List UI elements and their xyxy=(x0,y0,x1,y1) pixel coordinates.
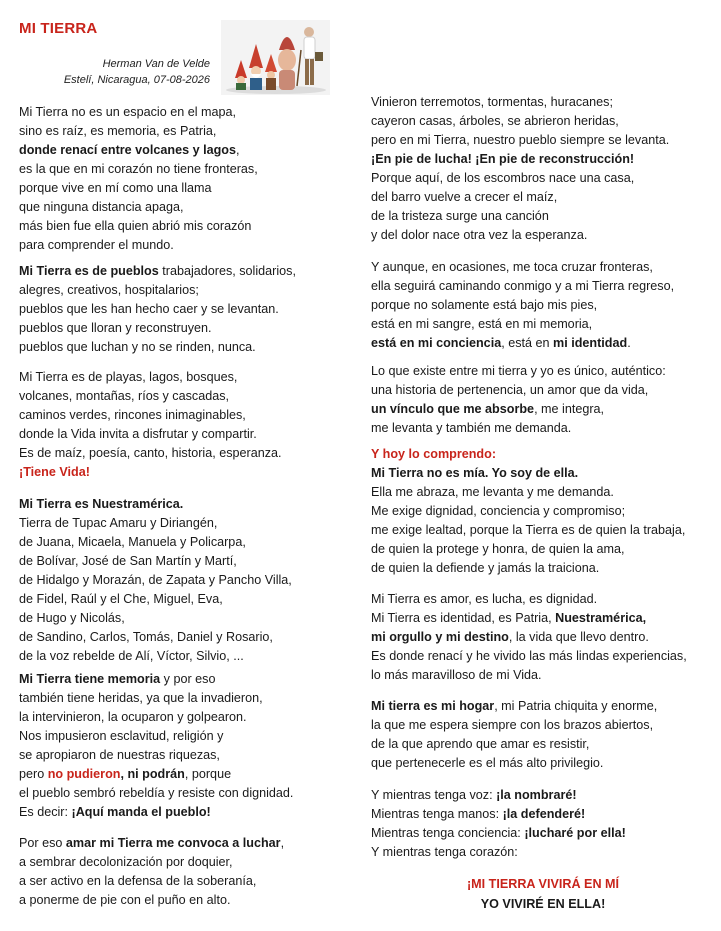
verse-line xyxy=(371,609,687,628)
verse-line xyxy=(371,824,626,843)
figurines-illustration xyxy=(221,20,330,95)
verse-line: pueblos que lloran y reconstruyen. xyxy=(19,321,212,335)
verse-line xyxy=(371,628,687,647)
author-name: Herman Van de Velde xyxy=(102,58,210,70)
verse-line: de quien la defiende y jamás la traiciona. xyxy=(371,561,600,575)
figurines-photo xyxy=(221,20,330,95)
verse-line: cayeron casas, árboles, se abrieron heridas, xyxy=(371,114,619,128)
verse-line: pueblos que luchan y no se rinden, nunca. xyxy=(19,340,256,354)
verse-line: Y mientras tenga corazón: xyxy=(371,845,518,859)
bold-phrase: mi identidad xyxy=(553,336,628,350)
verse-line xyxy=(19,495,292,514)
verse-text: , me integra, xyxy=(534,402,605,416)
stanza-9 xyxy=(371,362,666,438)
verse-line: a ser activo en la defensa de la soberanía, xyxy=(19,874,257,888)
closing-lines xyxy=(371,874,715,914)
stanza-2 xyxy=(19,262,296,357)
verse-line: de Hugo y Nicolás, xyxy=(19,611,125,625)
verse-text: Mi Tierra es identidad, es Patria, xyxy=(371,611,556,625)
verse-line xyxy=(371,334,674,353)
verse-line xyxy=(371,697,657,716)
bold-phrase: Mi Tierra no es mía. Yo soy de ella. xyxy=(371,466,579,480)
verse-line: la intervinieron, la ocuparon y golpearon. xyxy=(19,710,247,724)
verse-line: Nos impusieron esclavitud, religión y xyxy=(19,729,224,743)
verse-line: del barro vuelve a crecer el maíz, xyxy=(371,190,558,204)
highlight-phrase: no pudieron xyxy=(47,767,121,781)
verse-line: sino es raíz, es memoria, es Patria, xyxy=(19,124,217,138)
verse-text: , porque xyxy=(184,767,232,781)
place-date: Estelí, Nicaragua, 07-08-2026 xyxy=(63,74,210,86)
bold-phrase: Mi Tierra tiene memoria xyxy=(19,672,161,686)
bold-phrase: donde renací entre volcanes y lagos xyxy=(19,143,236,157)
stanza-3 xyxy=(19,368,282,482)
stanza-10 xyxy=(371,445,685,578)
verse-line: de quien la protege y honra, de quien la ama, xyxy=(371,542,625,556)
verse-line: Tierra de Tupac Amaru y Diriangén, xyxy=(19,516,218,530)
verse-line: de Juana, Micaela, Manuela y Policarpa, xyxy=(19,535,246,549)
verse-line: volcanes, montañas, ríos y cascadas, xyxy=(19,389,229,403)
verse-line: de Bolívar, José de San Martín y Martí, xyxy=(19,554,237,568)
verse-line: es la que en mi corazón no tiene fronteras, xyxy=(19,162,258,176)
verse-line xyxy=(19,765,293,784)
verse-line xyxy=(19,834,284,853)
stanza-8 xyxy=(371,258,674,353)
bold-phrase: está en mi conciencia xyxy=(371,336,502,350)
bold-phrase: , ni podrán xyxy=(120,767,185,781)
verse-line: me exige lealtad, porque la Tierra es de quien la trabaja, xyxy=(371,523,686,537)
verse-line: Es de maíz, poesía, canto, historia, esperanza. xyxy=(19,446,282,460)
verse-line: de la que aprendo que amar es resistir, xyxy=(371,737,590,751)
bold-phrase: Mi Tierra es Nuestramérica. xyxy=(19,497,184,511)
verse-line: Mi Tierra es amor, es lucha, es dignidad. xyxy=(371,592,598,606)
bold-phrase: ¡la nombraré! xyxy=(496,788,577,802)
bold-phrase: ¡la defenderé! xyxy=(502,807,586,821)
bold-phrase: amar mi Tierra me convoca a luchar xyxy=(65,836,281,850)
verse-line xyxy=(371,400,666,419)
verse-line: se apropiaron de nuestras riquezas, xyxy=(19,748,220,762)
verse-line: Vinieron terremotos, tormentas, huracanes; xyxy=(371,95,613,109)
verse-line: más bien fue ella quien abrió mis corazón xyxy=(19,219,252,233)
stanza-13 xyxy=(371,786,626,862)
verse-text: , está en xyxy=(501,336,554,350)
verse-line: Lo que existe entre mi tierra y yo es único, auténtico: xyxy=(371,364,666,378)
verse-line: Ella me abraza, me levanta y me demanda. xyxy=(371,485,614,499)
verse-text: trabajadores, solidarios, xyxy=(158,264,296,278)
verse-line: y del dolor nace otra vez la esperanza. xyxy=(371,228,588,242)
verse-text: , xyxy=(235,143,240,157)
highlight-phrase: Y hoy lo comprendo: xyxy=(371,447,497,461)
verse-line: porque no solamente está bajo mis pies, xyxy=(371,298,598,312)
verse-line xyxy=(371,150,669,169)
verse-text: Mientras tenga manos: xyxy=(371,807,503,821)
verse-text: Mientras tenga conciencia: xyxy=(371,826,525,840)
verse-line: Me exige dignidad, conciencia y compromiso; xyxy=(371,504,626,518)
verse-line: a sembrar decolonización por doquier, xyxy=(19,855,233,869)
verse-line xyxy=(19,803,293,822)
verse-line: que ninguna distancia apaga, xyxy=(19,200,184,214)
verse-text: , xyxy=(280,836,285,850)
verse-line: una historia de pertenencia, un amor que da vida, xyxy=(371,383,649,397)
verse-line xyxy=(371,464,685,483)
verse-line: Es donde renací y he vivido las más lindas experiencias, xyxy=(371,649,687,663)
byline xyxy=(64,56,210,88)
verse-line: ella seguirá caminando conmigo y a mi Tierra regreso, xyxy=(371,279,675,293)
verse-line xyxy=(371,805,626,824)
verse-line: Y aunque, en ocasiones, me toca cruzar fronteras, xyxy=(371,260,653,274)
bold-phrase: ¡Aquí manda el pueblo! xyxy=(71,805,211,819)
stanza-6 xyxy=(19,834,284,910)
closing-line-1: ¡MI TIERRA VIVIRÁ EN MÍ xyxy=(466,877,620,891)
verse-line xyxy=(19,141,258,160)
highlight-phrase: ¡Tiene Vida! xyxy=(19,465,90,479)
bold-phrase: Mi Tierra es de pueblos xyxy=(19,264,159,278)
closing-line-2: YO VIVIRÉ EN ELLA! xyxy=(480,897,606,911)
verse-line: a ponerme de pie con el puño en alto. xyxy=(19,893,231,907)
verse-line: de Sandino, Carlos, Tomás, Daniel y Rosario, xyxy=(19,630,273,644)
stanza-11 xyxy=(371,590,687,685)
verse-line: de la voz rebelde de Alí, Víctor, Silvio, ... xyxy=(19,649,244,663)
verse-line xyxy=(371,786,626,805)
verse-line: lo más maravilloso de mi Vida. xyxy=(371,668,542,682)
verse-line: que pertenecerle es el más alto privilegio. xyxy=(371,756,604,770)
verse-line: de la tristeza surge una canción xyxy=(371,209,549,223)
bold-phrase: ¡lucharé por ella! xyxy=(524,826,626,840)
verse-line: Mi Tierra no es un espacio en el mapa, xyxy=(19,105,237,119)
stanza-1 xyxy=(19,103,258,255)
verse-line: para comprender el mundo. xyxy=(19,238,174,252)
verse-text: Por eso xyxy=(19,836,66,850)
verse-line: de Hidalgo y Morazán, de Zapata y Pancho Villa, xyxy=(19,573,292,587)
stanza-7 xyxy=(371,93,669,245)
verse-text: pero xyxy=(19,767,48,781)
verse-line xyxy=(19,262,296,281)
bold-phrase: Mi tierra es mi hogar xyxy=(371,699,495,713)
verse-text: y por eso xyxy=(160,672,216,686)
verse-line: alegres, creativos, hospitalarios; xyxy=(19,283,199,297)
bold-phrase: un vínculo que me absorbe xyxy=(371,402,535,416)
poem-title: MI TIERRA xyxy=(19,20,98,37)
verse-line: la que me espera siempre con los brazos abiertos, xyxy=(371,718,654,732)
verse-line: Mi Tierra es de playas, lagos, bosques, xyxy=(19,370,238,384)
verse-line: el pueblo sembró rebeldía y resiste con dignidad. xyxy=(19,786,294,800)
bold-phrase: ¡En pie de lucha! ¡En pie de reconstrucción! xyxy=(371,152,635,166)
verse-text: Y mientras tenga voz: xyxy=(371,788,497,802)
verse-line: está en mi sangre, está en mi memoria, xyxy=(371,317,593,331)
verse-line: pueblos que les han hecho caer y se levantan. xyxy=(19,302,279,316)
bold-phrase: Nuestramérica, xyxy=(555,611,647,625)
verse-line: porque vive en mí como una llama xyxy=(19,181,212,195)
verse-line: donde la Vida invita a disfrutar y compartir. xyxy=(19,427,257,441)
verse-line: Porque aquí, de los escombros nace una casa, xyxy=(371,171,635,185)
verse-line xyxy=(19,463,282,482)
verse-line xyxy=(19,670,293,689)
verse-text: Es decir: xyxy=(19,805,72,819)
stanza-5 xyxy=(19,670,293,822)
verse-text: , la vida que llevo dentro. xyxy=(508,630,649,644)
stanza-4 xyxy=(19,495,292,666)
verse-text: , mi Patria chiquita y enorme, xyxy=(494,699,658,713)
verse-line: de Fidel, Raúl y el Che, Miguel, Eva, xyxy=(19,592,223,606)
verse-line xyxy=(371,445,685,464)
verse-text: . xyxy=(627,336,631,350)
verse-line: pero en mi Tierra, nuestro pueblo siempre se levanta. xyxy=(371,133,670,147)
verse-line: también tiene heridas, ya que la invadieron, xyxy=(19,691,263,705)
verse-line: caminos verdes, rincones inimaginables, xyxy=(19,408,246,422)
bold-phrase: mi orgullo y mi destino xyxy=(371,630,509,644)
verse-line: me levanta y también me demanda. xyxy=(371,421,572,435)
stanza-12 xyxy=(371,697,657,773)
